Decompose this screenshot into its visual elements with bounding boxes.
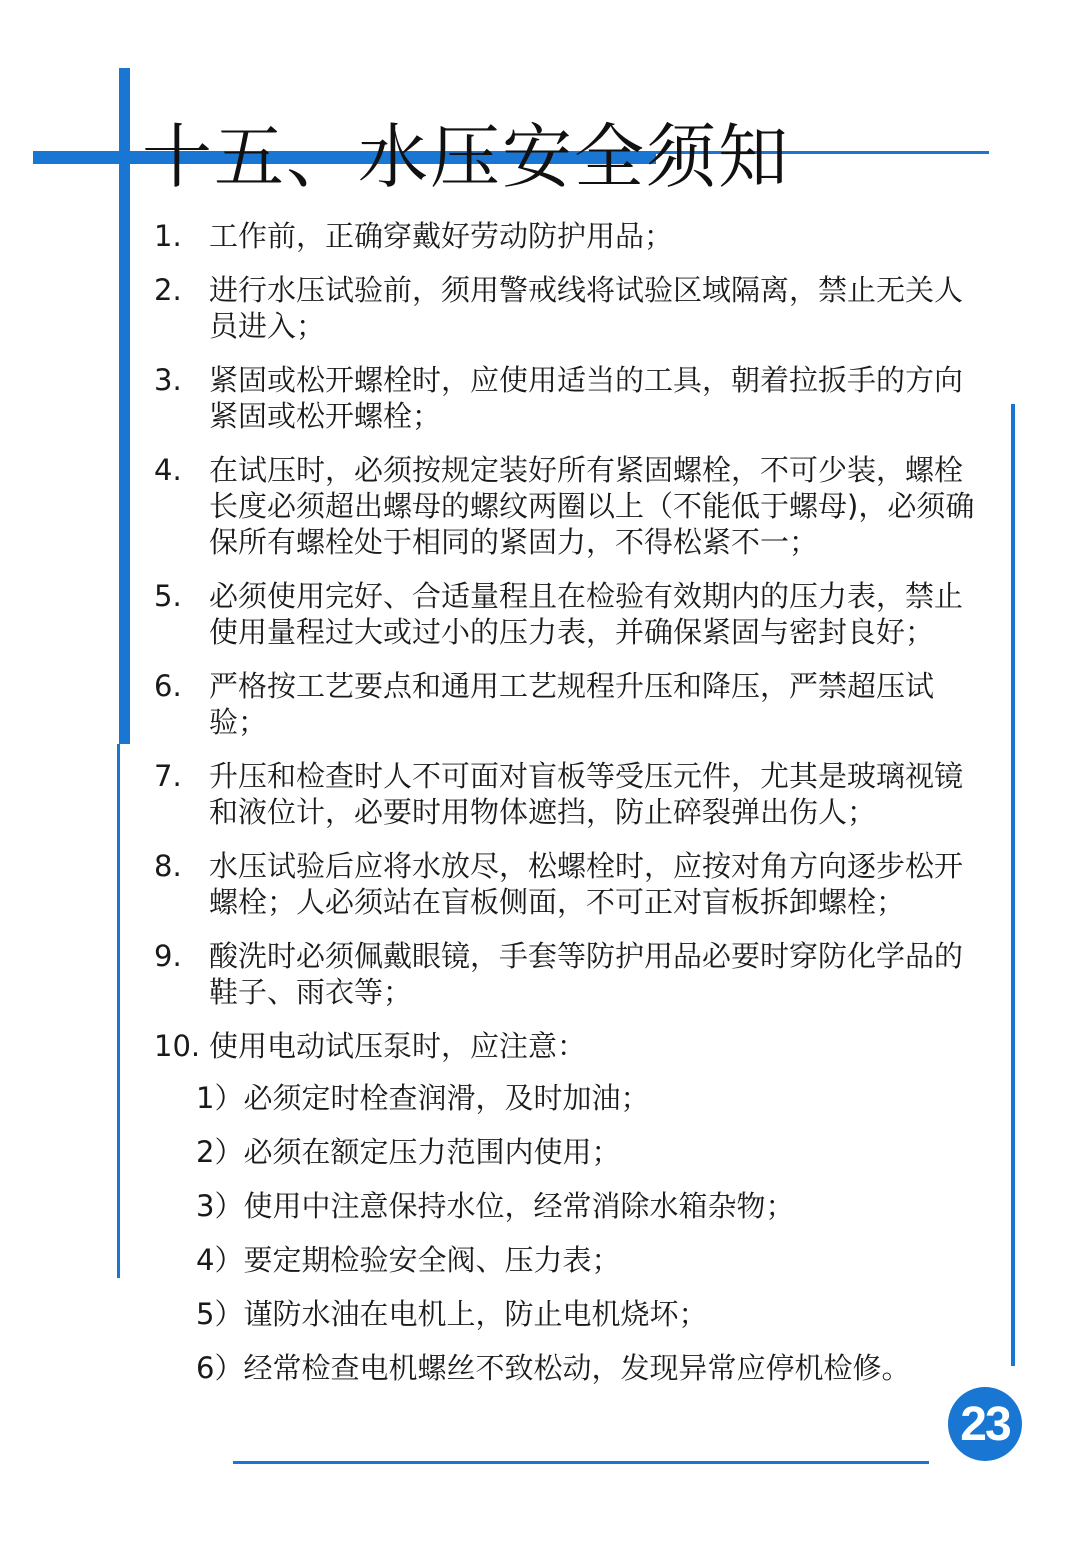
left-accent-bar xyxy=(119,68,130,744)
rule-number: 9. xyxy=(154,939,182,973)
bottom-rule xyxy=(233,1461,929,1464)
rule-number: 3. xyxy=(154,363,182,397)
rule-item-9 xyxy=(152,938,982,1010)
rule-number: 8. xyxy=(154,849,182,883)
sub-item: 1）必须定时栓查润滑，及时加油； xyxy=(196,1081,650,1115)
rule-item-2 xyxy=(152,272,982,344)
page-number-badge: 23 xyxy=(948,1387,1022,1461)
rule-number: 1. xyxy=(154,219,182,253)
rules-list xyxy=(152,218,982,1082)
sub-item: 5）谨防水油在电机上，防止电机烧坏； xyxy=(196,1297,708,1331)
rule-number: 7. xyxy=(154,759,182,793)
rule-item-6 xyxy=(152,668,982,740)
sub-item: 6）经常检查电机螺丝不致松动，发现异常应停机检修。 xyxy=(196,1351,911,1385)
rule-text: 工作前，正确穿戴好劳动防护用品； xyxy=(209,219,674,253)
rule-item-10 xyxy=(152,1028,982,1064)
rule-number: 4. xyxy=(154,453,182,487)
rule-text: 严格按工艺要点和通用工艺规程升压和降压，严禁超压试验； xyxy=(209,669,935,739)
rule-item-4 xyxy=(152,452,982,560)
left-accent-line xyxy=(117,744,120,1278)
rule-text: 在试压时，必须按规定装好所有紧固螺栓，不可少装，螺栓长度必须超出螺母的螺纹两圈以上（不能低于螺母)，必须确保所有螺栓处于相同的紧固力，不得松紧不一； xyxy=(209,453,975,559)
rule-text: 紧固或松开螺栓时，应使用适当的工具，朝着拉扳手的方向紧固或松开螺栓； xyxy=(209,363,964,433)
rule-item-1 xyxy=(152,218,982,254)
page-title: 十五、水压安全须知 xyxy=(142,115,790,198)
sub-item: 3）使用中注意保持水位，经常消除水箱杂物； xyxy=(196,1189,795,1223)
rule-text: 酸洗时必须佩戴眼镜，手套等防护用品必要时穿防化学品的鞋子、雨衣等； xyxy=(209,939,964,1009)
rule-text: 水压试验后应将水放尽，松螺栓时，应按对角方向逐步松开螺栓；人必须站在盲板侧面，不可正对盲板拆卸螺栓； xyxy=(209,849,964,919)
rule-text: 使用电动试压泵时，应注意： xyxy=(209,1029,587,1063)
rule-text: 升压和检查时人不可面对盲板等受压元件，尤其是玻璃视镜和液位计，必要时用物体遮挡，防止碎裂弹出伤人； xyxy=(209,759,964,829)
rule-number: 5. xyxy=(154,579,182,613)
rule-text: 进行水压试验前，须用警戒线将试验区域隔离，禁止无关人员进入； xyxy=(209,273,964,343)
rule-item-5 xyxy=(152,578,982,650)
right-accent-line xyxy=(1011,404,1015,1366)
rule-number: 10. xyxy=(154,1029,201,1063)
rule-number: 2. xyxy=(154,273,182,307)
rule-item-7 xyxy=(152,758,982,830)
sub-item-list xyxy=(196,1080,996,1404)
rule-item-3 xyxy=(152,362,982,434)
sub-item: 4）要定期检验安全阀、压力表； xyxy=(196,1243,621,1277)
sub-item: 2）必须在额定压力范围内使用； xyxy=(196,1135,621,1169)
rule-number: 6. xyxy=(154,669,182,703)
rule-item-8 xyxy=(152,848,982,920)
rule-text: 必须使用完好、合适量程且在检验有效期内的压力表，禁止使用量程过大或过小的压力表，并确保紧固与密封良好； xyxy=(209,579,964,649)
